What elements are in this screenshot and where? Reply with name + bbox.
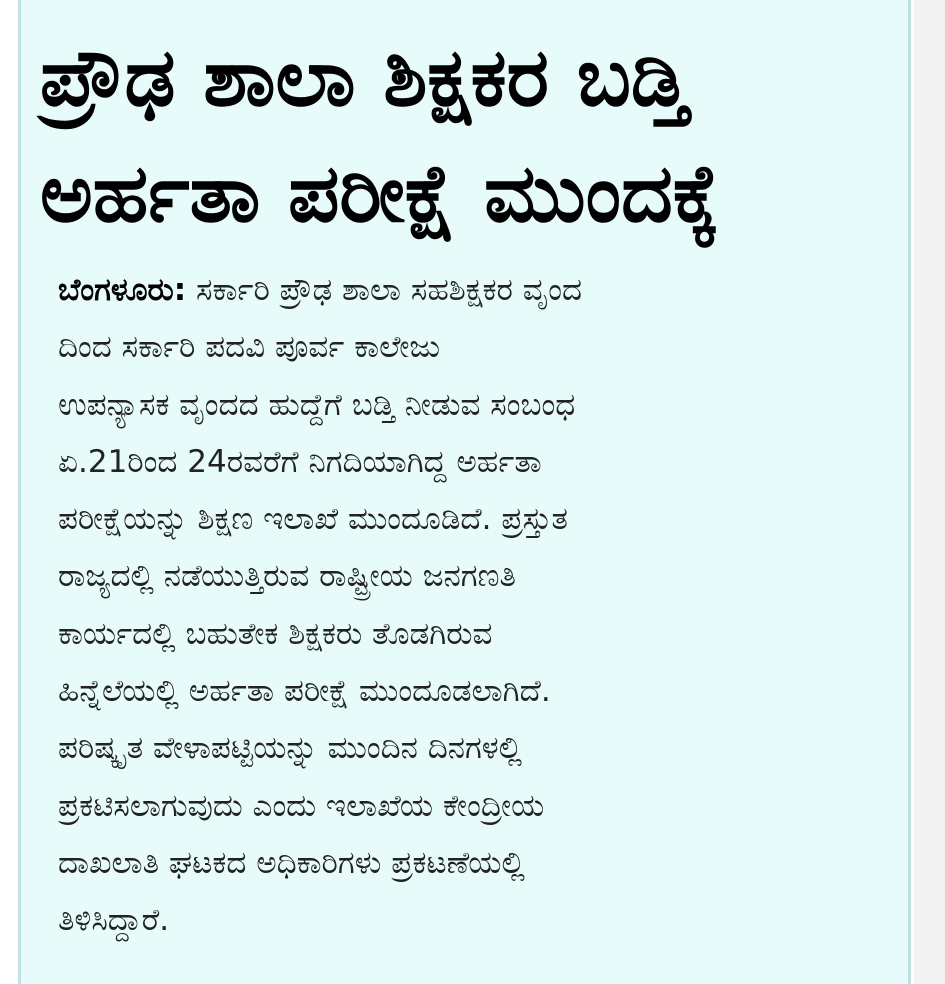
article-line: ಪರೀಕ್ಷೆಯನ್ನು ಶಿಕ್ಷಣ ಇಲಾಖೆ ಮುಂದೂಡಿದೆ. ಪ್ರಸ್ತುತ [58, 501, 568, 538]
article-line [58, 262, 898, 319]
headline [40, 20, 900, 252]
article-line: ರಾಜ್ಯದಲ್ಲಿ ನಡೆಯುತ್ತಿರುವ ರಾಷ್ಟ್ರೀಯ ಜನಗಣತಿ [58, 558, 516, 595]
article-line: ಪರಿಷ್ಕೃತ ವೇಳಾಪಟ್ಟಿಯನ್ನು ಮುಂದಿನ ದಿನಗಳಲ್ಲಿ [58, 730, 523, 767]
dateline: ಬೆಂಗಳೂರು: [58, 272, 187, 308]
headline-line-1: ಪ್ರೌಢ ಶಾಲಾ ಶಿಕ್ಷಕರ ಬಡ್ತಿ [40, 31, 689, 124]
article-line: ದಾಖಲಾತಿ ಘಟಕದ ಅಧಿಕಾರಿಗಳು ಪ್ರಕಟಣೆಯಲ್ಲಿ [58, 844, 525, 881]
scrollbar-track[interactable] [914, 0, 945, 984]
article-line: ಹಿನ್ನೆಲೆಯಲ್ಲಿ ಅರ್ಹತಾ ಪರೀಕ್ಷೆ ಮುಂದೂಡಲಾಗಿದೆ. [58, 673, 551, 710]
article-line: ಕಾರ್ಯದಲ್ಲಿ ಬಹುತೇಕ ಶಿಕ್ಷಕರು ತೊಡಗಿರುವ [58, 615, 493, 652]
article-line: ದಿಂದ ಸರ್ಕಾರಿ ಪದವಿ ಪೂರ್ವ ಕಾಲೇಜು [58, 329, 441, 366]
article-line: ತಿಳಿಸಿದ್ದಾರೆ. [58, 902, 170, 939]
headline-line-2: ಅರ್ಹತಾ ಪರೀಕ್ಷೆ ಮುಂದಕ್ಕೆ [40, 147, 720, 240]
article-line-text: ಸರ್ಕಾರಿ ಪ್ರೌಢ ಶಾಲಾ ಸಹಶಿಕ್ಷಕರ ವೃಂದ [186, 272, 583, 308]
article-line: ಪ್ರಕಟಿಸಲಾಗುವುದು ಎಂದು ಇಲಾಖೆಯ ಕೇಂದ್ರೀಯ [58, 787, 545, 824]
article-line: ಏ.21ರಿಂದ 24ರವರೆಗೆ ನಿಗದಿಯಾಗಿದ್ದ ಅರ್ಹತಾ [58, 443, 542, 480]
article-body [58, 262, 898, 950]
article-line: ಉಪನ್ಯಾಸಕ ವೃಂದದ ಹುದ್ದೆಗೆ ಬಡ್ತಿ ನೀಡುವ ಸಂಬಂಧ [58, 386, 576, 423]
